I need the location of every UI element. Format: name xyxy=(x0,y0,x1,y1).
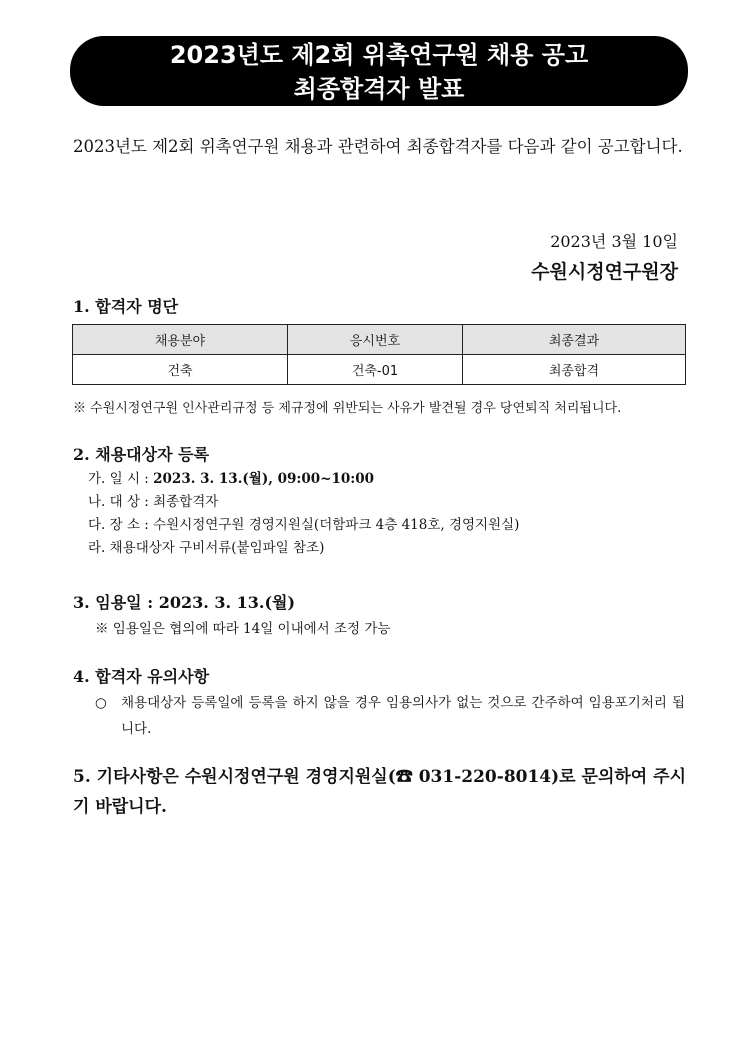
list-item xyxy=(88,536,324,556)
table-cell: 최종합격 xyxy=(463,355,686,385)
list-item xyxy=(88,490,218,510)
item-value: 2023. 3. 13.(월), 09:00~10:00 xyxy=(153,471,375,487)
column-header: 채용분야 xyxy=(73,325,288,355)
table-cell: 건축-01 xyxy=(288,355,463,385)
table-header-row xyxy=(73,325,686,355)
item-label: 라. xyxy=(88,540,110,556)
item-label: 다. 장 소 : xyxy=(88,517,154,533)
list-item xyxy=(88,467,374,487)
column-header: 응시번호 xyxy=(288,325,463,355)
section-5-contact: 5. 기타사항은 수원시정연구원 경영지원실(☎ 031-220-8014)로 문의하여 주시기 바랍니다. xyxy=(73,767,686,817)
title-line-1: 2023년도 제2회 위촉연구원 채용 공고 xyxy=(169,41,589,69)
section-1-title: 1. 합격자 명단 xyxy=(73,297,179,316)
notice-date: 2023년 3월 10일 xyxy=(550,232,678,251)
item-label: 나. 대 상 : xyxy=(88,494,154,510)
item-label: 가. 일 시 : xyxy=(88,471,154,487)
section-4-text: 채용대상자 등록일에 등록을 하지 않을 경우 임용의사가 없는 것으로 간주하여 임용포기처리 됩니다. xyxy=(121,695,685,737)
title-banner xyxy=(70,36,688,106)
table-cell: 건축 xyxy=(73,355,288,385)
table-row xyxy=(73,355,686,385)
results-table xyxy=(72,324,686,385)
section-3-note: ※ 임용일은 협의에 따라 14일 이내에서 조정 가능 xyxy=(95,621,391,637)
section-3-title: 3. 임용일 : 2023. 3. 13.(월) xyxy=(73,593,296,612)
list-item xyxy=(88,513,519,533)
item-value: 수원시정연구원 경영지원실(더함파크 4층 418호, 경영지원실) xyxy=(153,517,520,533)
circle-bullet-icon: ○ xyxy=(95,695,107,711)
intro-paragraph: 2023년도 제2회 위촉연구원 채용과 관련하여 최종합격자를 다음과 같이 공고합니다. xyxy=(73,137,683,156)
list-item xyxy=(95,690,685,742)
signer-name: 수원시정연구원장 xyxy=(531,261,678,283)
section-4-title: 4. 합격자 유의사항 xyxy=(73,667,210,686)
section-2-title: 2. 채용대상자 등록 xyxy=(73,445,210,464)
section-1-note: ※ 수원시정연구원 인사관리규정 등 제규정에 위반되는 사유가 발견될 경우 당연퇴직 처리됩니다. xyxy=(73,401,622,416)
item-value: 채용대상자 구비서류(붙임파일 참조) xyxy=(109,540,325,556)
item-value: 최종합격자 xyxy=(153,494,219,510)
column-header: 최종결과 xyxy=(463,325,686,355)
title-line-2: 최종합격자 발표 xyxy=(293,75,465,103)
